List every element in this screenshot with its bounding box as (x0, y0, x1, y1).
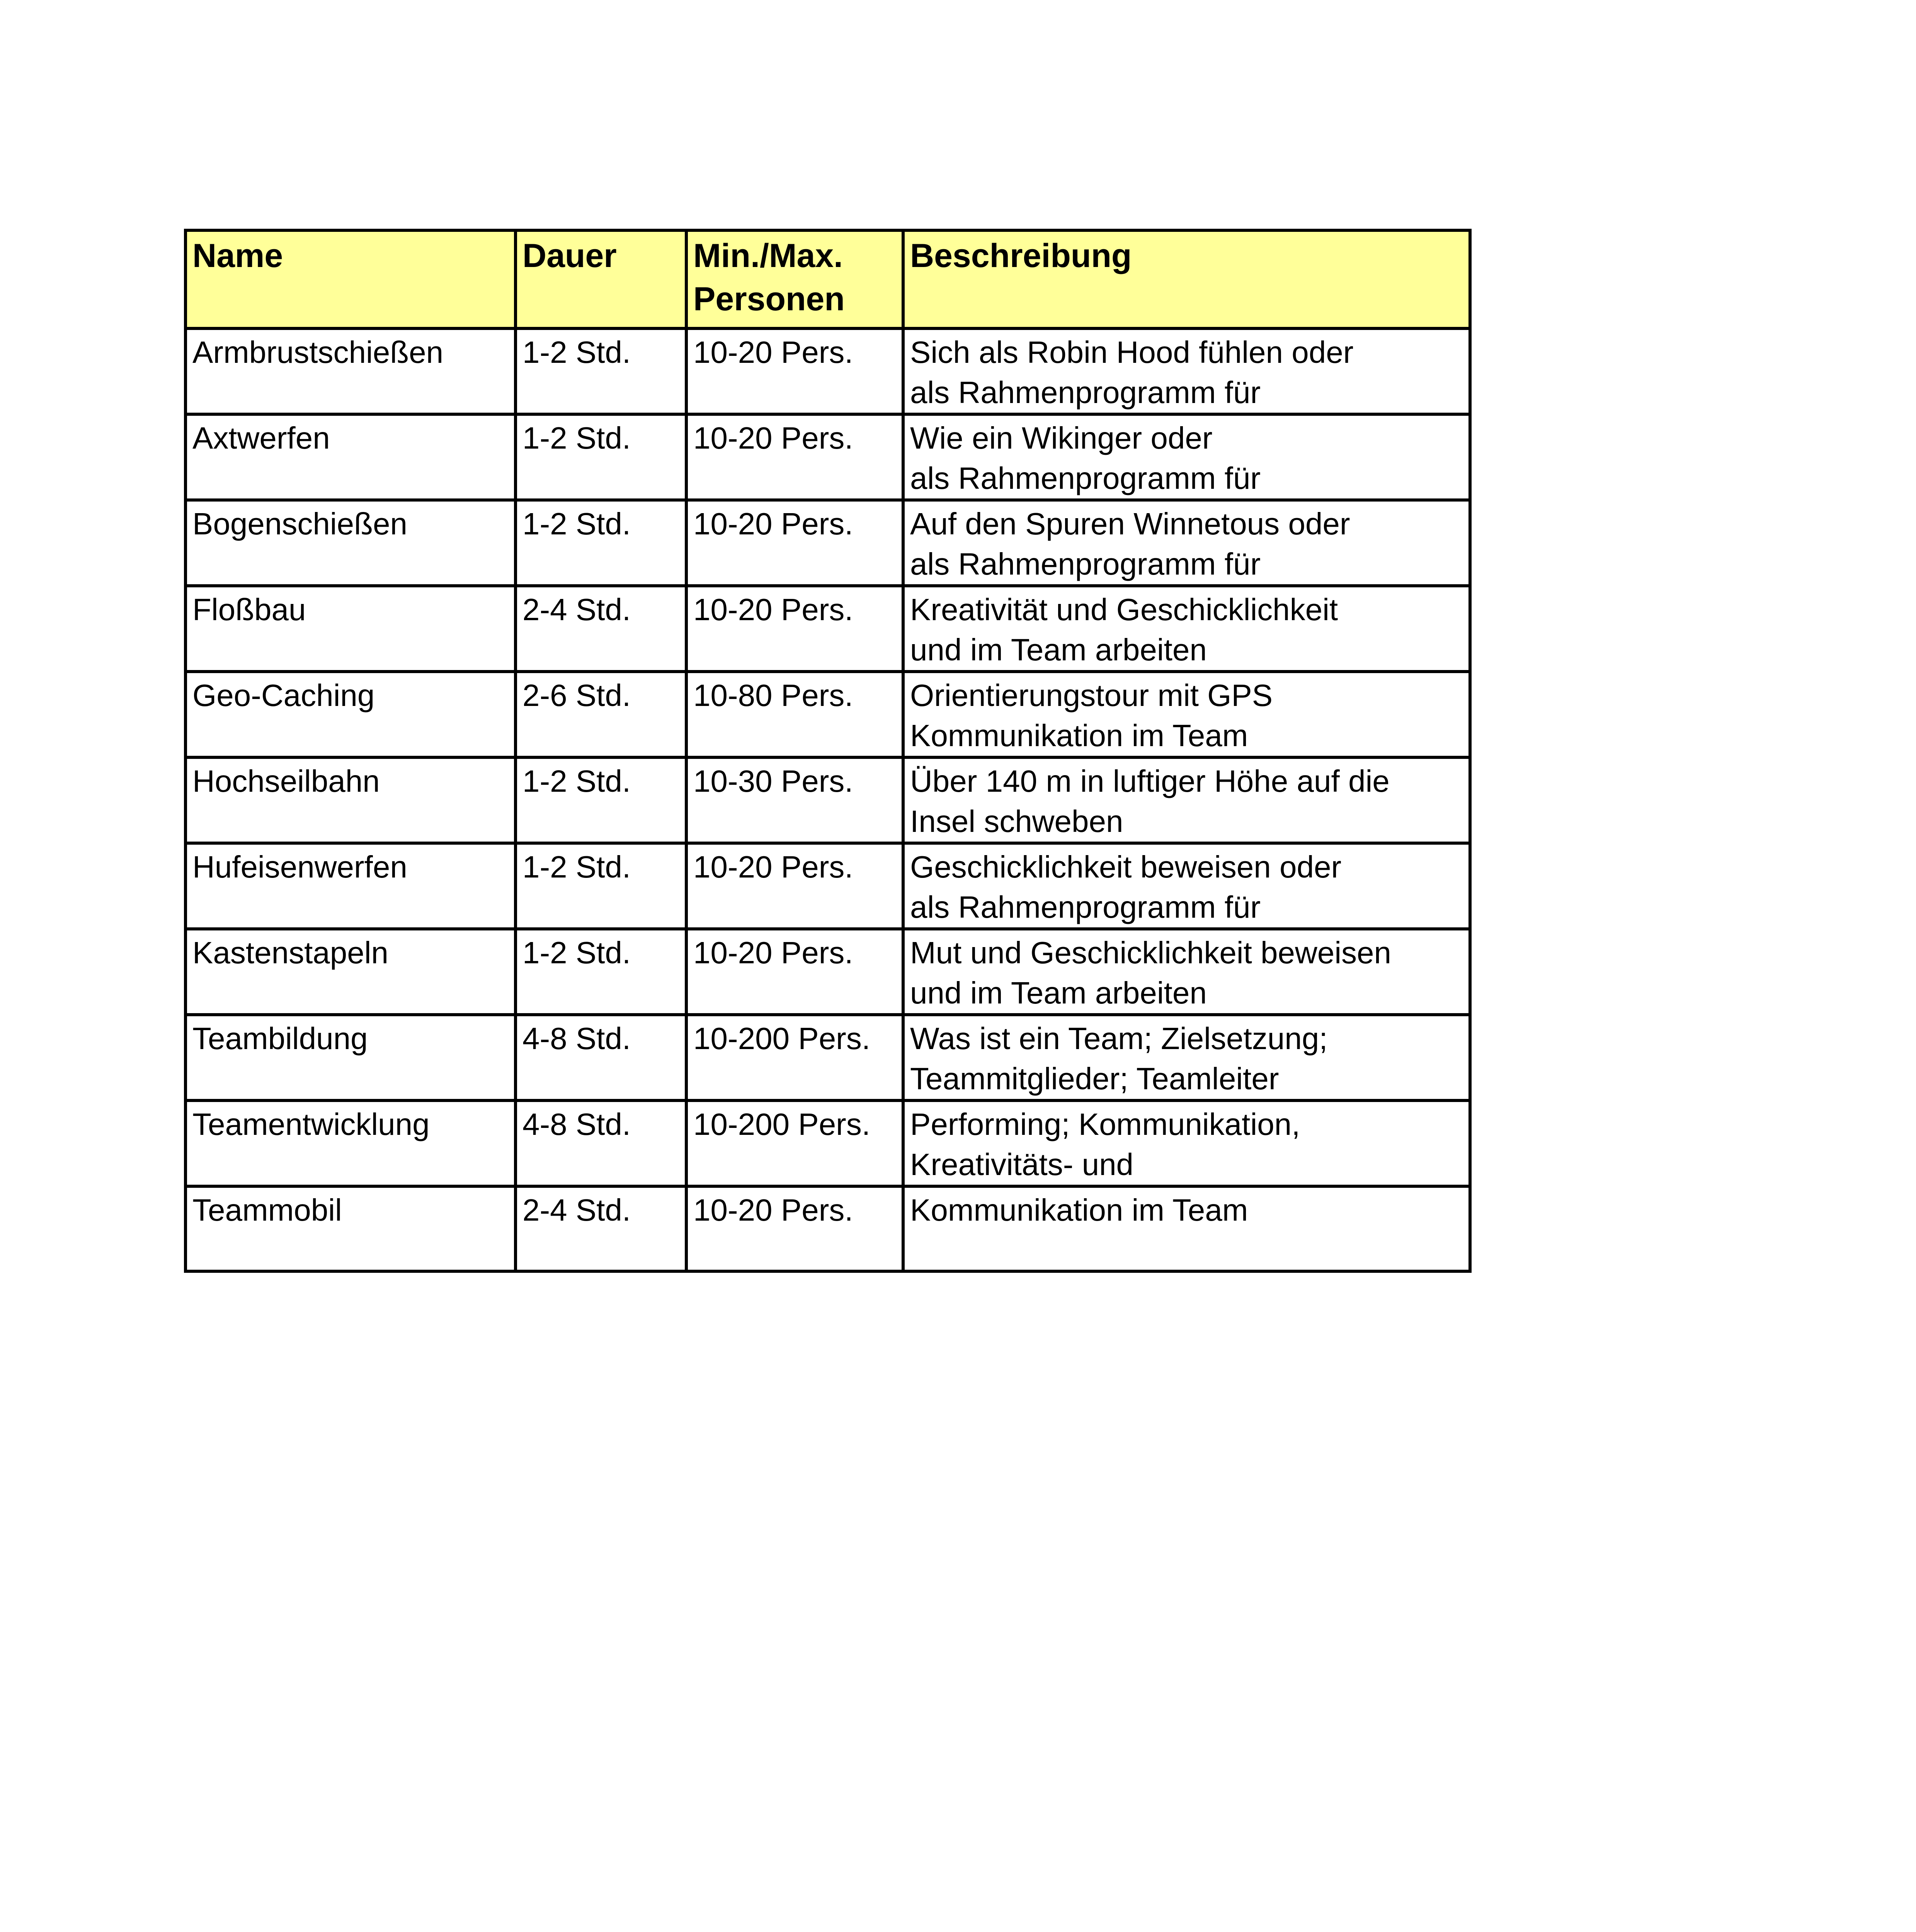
cell-description (903, 586, 1470, 672)
cell-persons: 10-20 Pers. (686, 414, 903, 500)
description-line: Kreativitäts- und (910, 1147, 1134, 1182)
cell-persons: 10-200 Pers. (686, 1100, 903, 1186)
cell-description (903, 1186, 1470, 1271)
description-line: Über 140 m in luftiger Höhe auf die (910, 764, 1390, 798)
cell-name: Teamentwicklung (185, 1100, 516, 1186)
cell-description (903, 843, 1470, 929)
table-header-row (185, 230, 1470, 328)
cell-duration: 1-2 Std. (516, 929, 686, 1015)
cell-persons: 10-20 Pers. (686, 586, 903, 672)
cell-duration: 1-2 Std. (516, 843, 686, 929)
cell-duration: 2-6 Std. (516, 672, 686, 757)
header-description: Beschreibung (903, 230, 1470, 328)
description-line: Performing; Kommunikation, (910, 1107, 1300, 1141)
cell-persons: 10-200 Pers. (686, 1015, 903, 1100)
cell-description (903, 414, 1470, 500)
header-persons-line2: Personen (693, 281, 845, 318)
description-line: Kommunikation im Team (910, 718, 1248, 753)
cell-name: Bogenschießen (185, 500, 516, 586)
cell-persons: 10-20 Pers. (686, 500, 903, 586)
cell-persons: 10-20 Pers. (686, 1186, 903, 1271)
table-row (185, 843, 1470, 929)
description-line: Kreativität und Geschicklichkeit (910, 592, 1338, 627)
cell-persons: 10-80 Pers. (686, 672, 903, 757)
cell-duration: 4-8 Std. (516, 1100, 686, 1186)
description-line: als Rahmenprogramm für (910, 461, 1261, 495)
cell-persons: 10-20 Pers. (686, 328, 903, 414)
cell-name: Hochseilbahn (185, 757, 516, 843)
table-row (185, 672, 1470, 757)
cell-duration: 2-4 Std. (516, 586, 686, 672)
cell-description (903, 1015, 1470, 1100)
cell-duration: 4-8 Std. (516, 1015, 686, 1100)
cell-name: Floßbau (185, 586, 516, 672)
description-line: Geschicklichkeit beweisen oder (910, 850, 1342, 884)
description-line: Teammitglieder; Teamleiter (910, 1061, 1279, 1096)
description-line: Auf den Spuren Winnetous oder (910, 507, 1350, 541)
description-line: Orientierungstour mit GPS (910, 678, 1273, 713)
description-line: Insel schweben (910, 804, 1123, 838)
table-row (185, 929, 1470, 1015)
description-line: als Rahmenprogramm für (910, 547, 1261, 581)
cell-description (903, 757, 1470, 843)
cell-name: Armbrustschießen (185, 328, 516, 414)
cell-name: Teambildung (185, 1015, 516, 1100)
cell-persons: 10-20 Pers. (686, 843, 903, 929)
cell-name: Axtwerfen (185, 414, 516, 500)
cell-description (903, 1100, 1470, 1186)
cell-persons: 10-30 Pers. (686, 757, 903, 843)
table-row (185, 1015, 1470, 1100)
cell-name: Kastenstapeln (185, 929, 516, 1015)
cell-duration: 1-2 Std. (516, 500, 686, 586)
description-line: Mut und Geschicklichkeit beweisen (910, 935, 1392, 970)
description-line: Wie ein Wikinger oder (910, 421, 1213, 455)
table-row (185, 757, 1470, 843)
table-row (185, 500, 1470, 586)
cell-duration: 1-2 Std. (516, 328, 686, 414)
cell-description (903, 929, 1470, 1015)
cell-description (903, 672, 1470, 757)
description-line: als Rahmenprogramm für (910, 890, 1261, 924)
description-line: Sich als Robin Hood fühlen oder (910, 335, 1354, 369)
table-row (185, 414, 1470, 500)
header-name: Name (185, 230, 516, 328)
header-persons (686, 230, 903, 328)
cell-description (903, 328, 1470, 414)
header-persons-line1: Min./Max. (693, 237, 843, 274)
description-line: Was ist ein Team; Zielsetzung; (910, 1021, 1328, 1056)
table-row (185, 1186, 1470, 1271)
table-row (185, 1100, 1470, 1186)
cell-duration: 2-4 Std. (516, 1186, 686, 1271)
description-line: und im Team arbeiten (910, 976, 1207, 1010)
cell-persons: 10-20 Pers. (686, 929, 903, 1015)
cell-name: Teammobil (185, 1186, 516, 1271)
activities-table (184, 229, 1472, 1273)
description-line: und im Team arbeiten (910, 633, 1207, 667)
description-line: als Rahmenprogramm für (910, 375, 1261, 410)
header-duration: Dauer (516, 230, 686, 328)
cell-duration: 1-2 Std. (516, 414, 686, 500)
table-row (185, 328, 1470, 414)
cell-duration: 1-2 Std. (516, 757, 686, 843)
cell-description (903, 500, 1470, 586)
cell-name: Geo-Caching (185, 672, 516, 757)
cell-name: Hufeisenwerfen (185, 843, 516, 929)
table-row (185, 586, 1470, 672)
description-line: Kommunikation im Team (910, 1193, 1248, 1227)
